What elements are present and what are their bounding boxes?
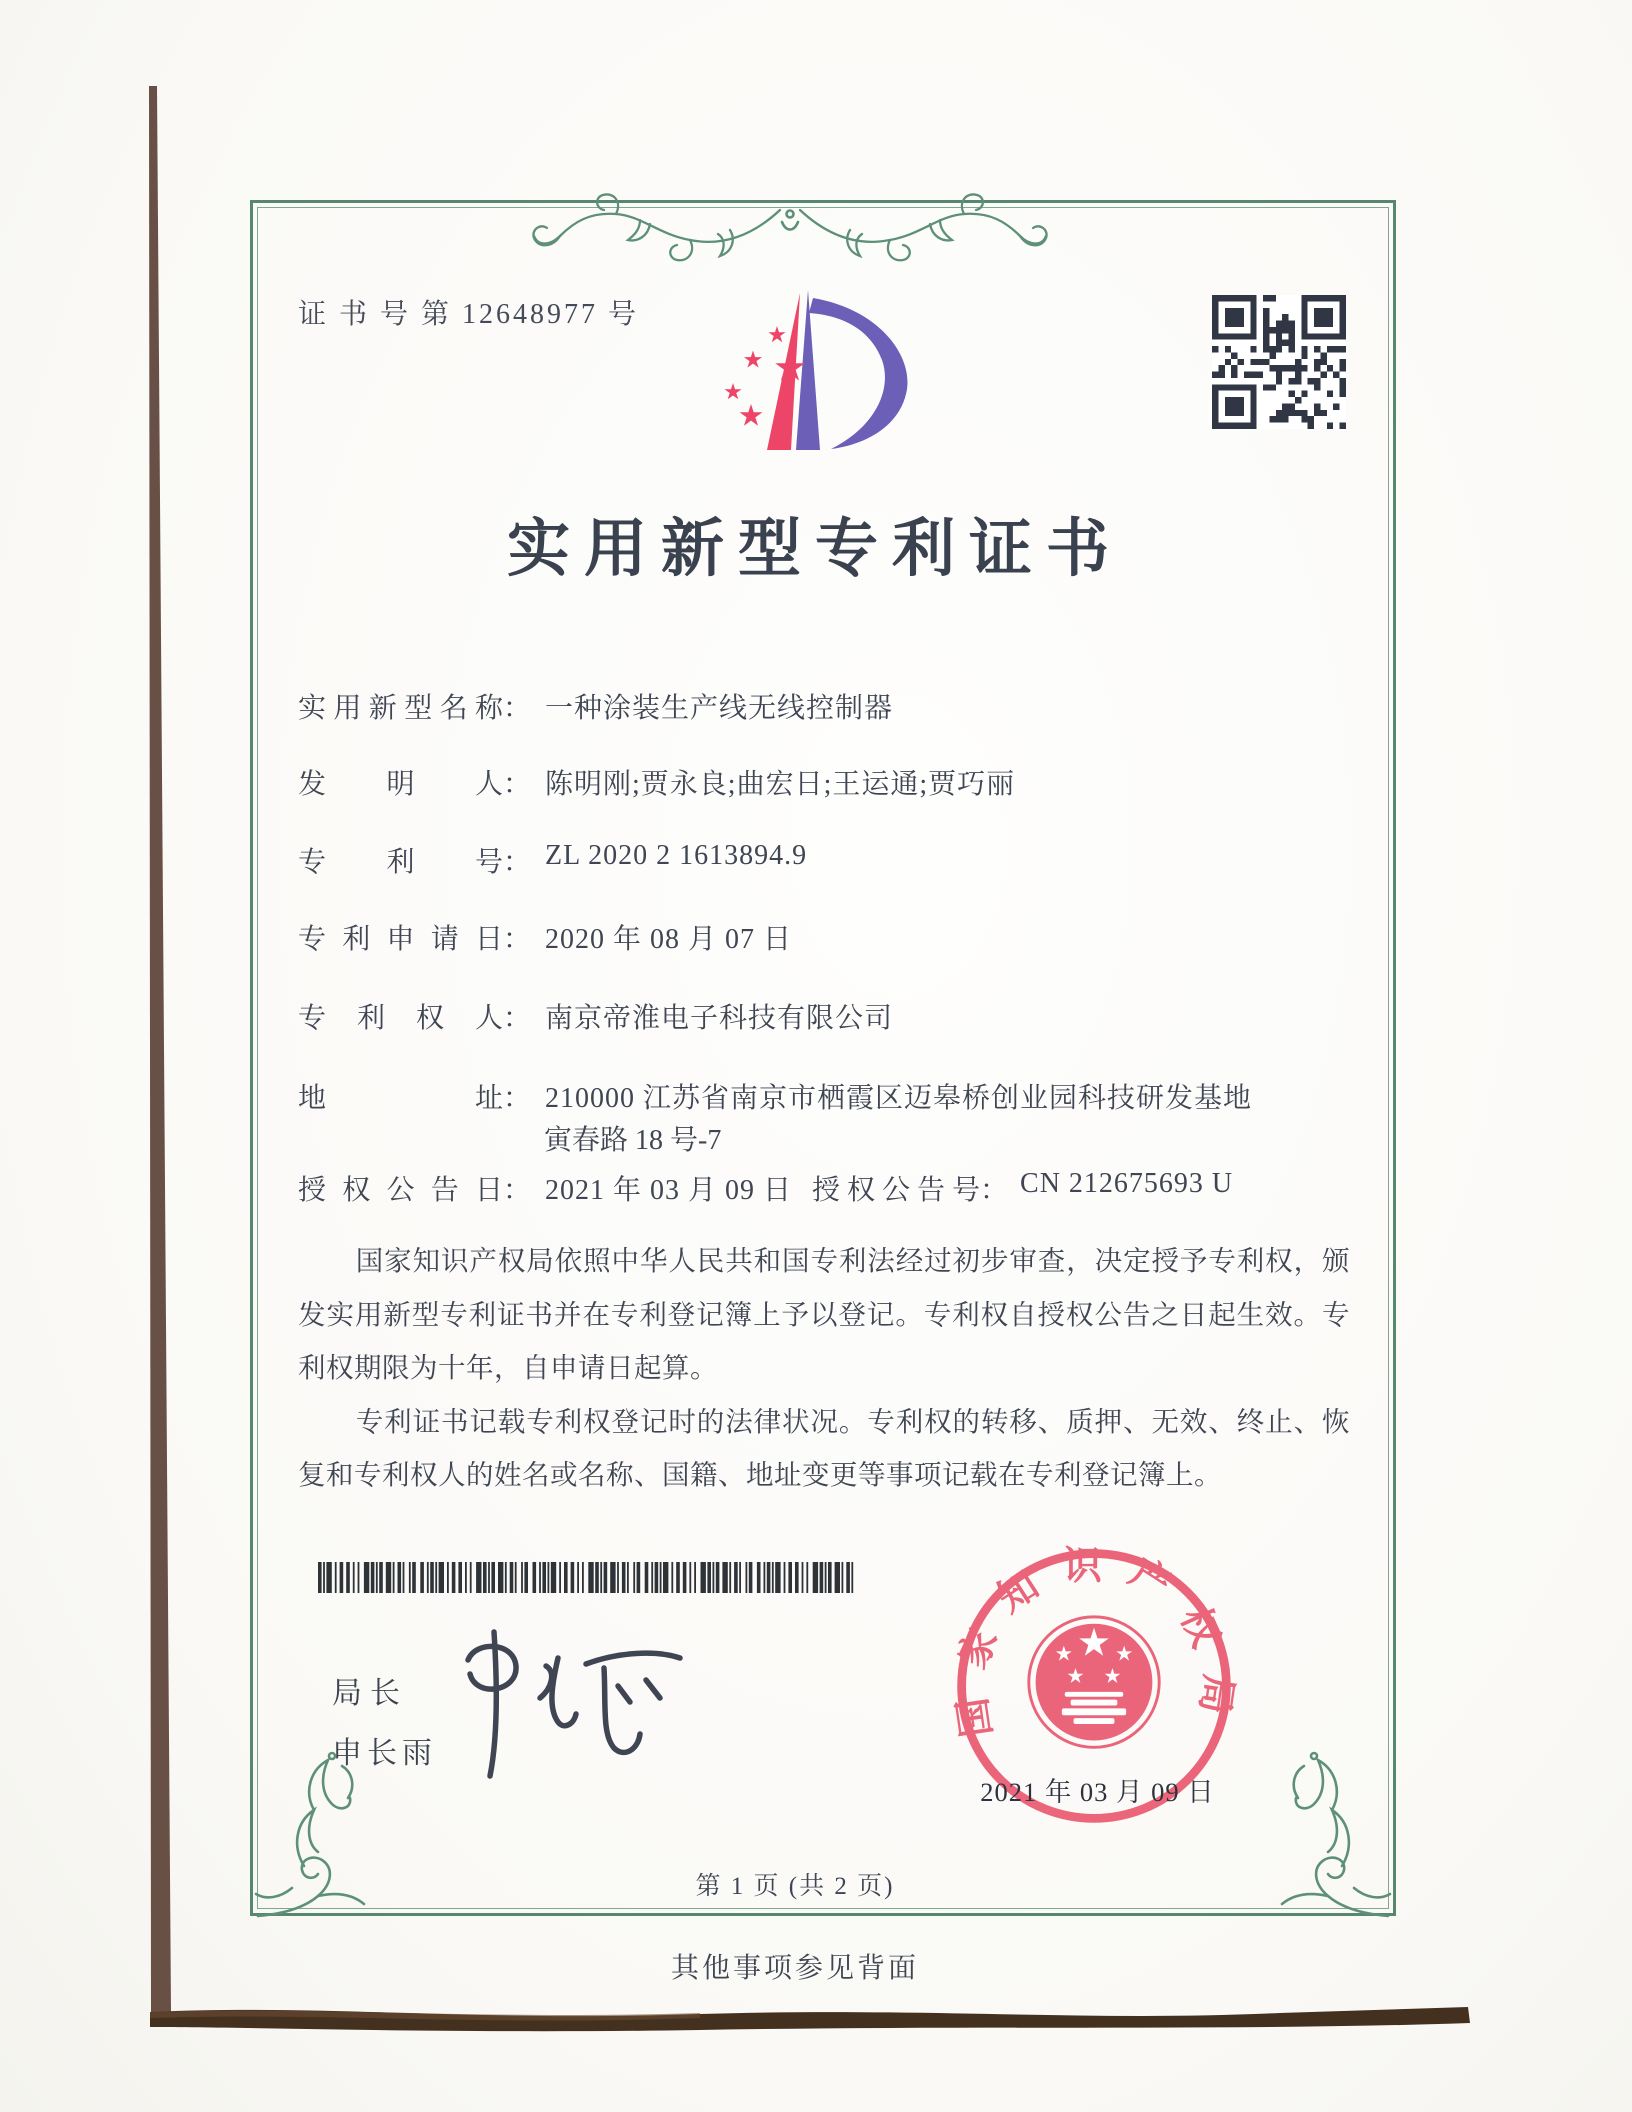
field-colon: ： — [503, 924, 532, 955]
field-label: 授权公告日 — [298, 1175, 503, 1206]
field-label: 授权公告号 — [812, 1175, 980, 1206]
legal-paragraph-2: 专利证书记载专利权登记时的法律状况。专利权的转移、质押、无效、终止、恢复和专利权人的姓名或名称、国籍、地址变更等事项记载在专利登记簿上。 — [298, 1405, 1350, 1490]
national-emblem-icon — [1029, 1617, 1159, 1747]
field-label: 实用新型名称 — [298, 693, 503, 724]
field-row-patent-number — [298, 840, 807, 880]
field-address-line2: 寅春路 18 号-7 — [544, 1125, 722, 1156]
field-colon: ： — [503, 847, 532, 878]
field-value: 南京帝淮电子科技有限公司 — [545, 1003, 894, 1034]
field-label: 专利权人 — [298, 1003, 503, 1034]
director-signature — [452, 1608, 702, 1793]
field-row-filing-date — [298, 917, 792, 957]
field-row-grant — [298, 1168, 792, 1208]
legal-paragraph-1: 国家知识产权局依照中华人民共和国专利法经过初步审查，决定授予专利权，颁发实用新型专利证书并在专利登记簿上予以登记。专利权自授权公告之日起生效。专利权期限为十年，自申请日起算。 — [298, 1245, 1350, 1383]
field-value: CN 212675693 U — [1020, 1168, 1234, 1199]
field-value: 一种涂装生产线无线控制器 — [545, 693, 894, 724]
field-value: 2020 年 08 月 07 日 — [545, 924, 793, 955]
field-label: 专利号 — [298, 847, 503, 878]
barcode — [318, 1562, 855, 1593]
field-label: 地址 — [298, 1083, 503, 1114]
legal-text — [298, 1234, 1350, 1502]
certificate-number: 证 书 号 第 12648977 号 — [298, 299, 640, 330]
field-value: 210000 江苏省南京市栖霞区迈皋桥创业园科技研发基地 — [545, 1083, 1253, 1114]
field-colon: ： — [503, 693, 532, 724]
field-row-grant-number — [812, 1168, 1233, 1208]
field-row-patentee — [298, 996, 893, 1036]
field-label: 发明人 — [298, 769, 503, 800]
field-row-inventors — [298, 762, 1015, 802]
field-colon: ： — [503, 769, 532, 800]
patent-office-logo — [655, 268, 935, 473]
field-colon: ： — [503, 1003, 532, 1034]
director-title: 局长 — [332, 1677, 408, 1710]
seal-date: 2021 年 03 月 09 日 — [980, 1777, 1215, 1807]
certificate-title: 实用新型专利证书 — [507, 514, 1123, 584]
field-row-name — [298, 686, 893, 726]
logo-purple-bowl — [809, 298, 907, 449]
field-label: 专利申请日 — [298, 924, 503, 955]
back-note: 其他事项参见背面 — [670, 1953, 919, 1984]
page-indicator: 第 1 页 (共 2 页) — [695, 1873, 895, 1900]
seal-ring-text: 国家知识产权局 — [947, 1545, 1241, 1740]
field-colon: ： — [980, 1175, 1009, 1206]
field-colon: ： — [503, 1083, 532, 1114]
qr-code — [1212, 295, 1346, 429]
field-value: 2021 年 03 月 09 日 — [545, 1175, 793, 1206]
field-value: 陈明刚;贾永良;曲宏日;王运通;贾巧丽 — [545, 769, 1016, 800]
field-colon: ： — [503, 1175, 532, 1206]
ornament-top-band — [530, 192, 1050, 272]
director-name: 申长雨 — [332, 1737, 437, 1770]
logo-purple-wedge — [796, 290, 820, 450]
field-row-address — [298, 1076, 1252, 1116]
field-value: ZL 2020 2 1613894.9 — [545, 840, 808, 871]
